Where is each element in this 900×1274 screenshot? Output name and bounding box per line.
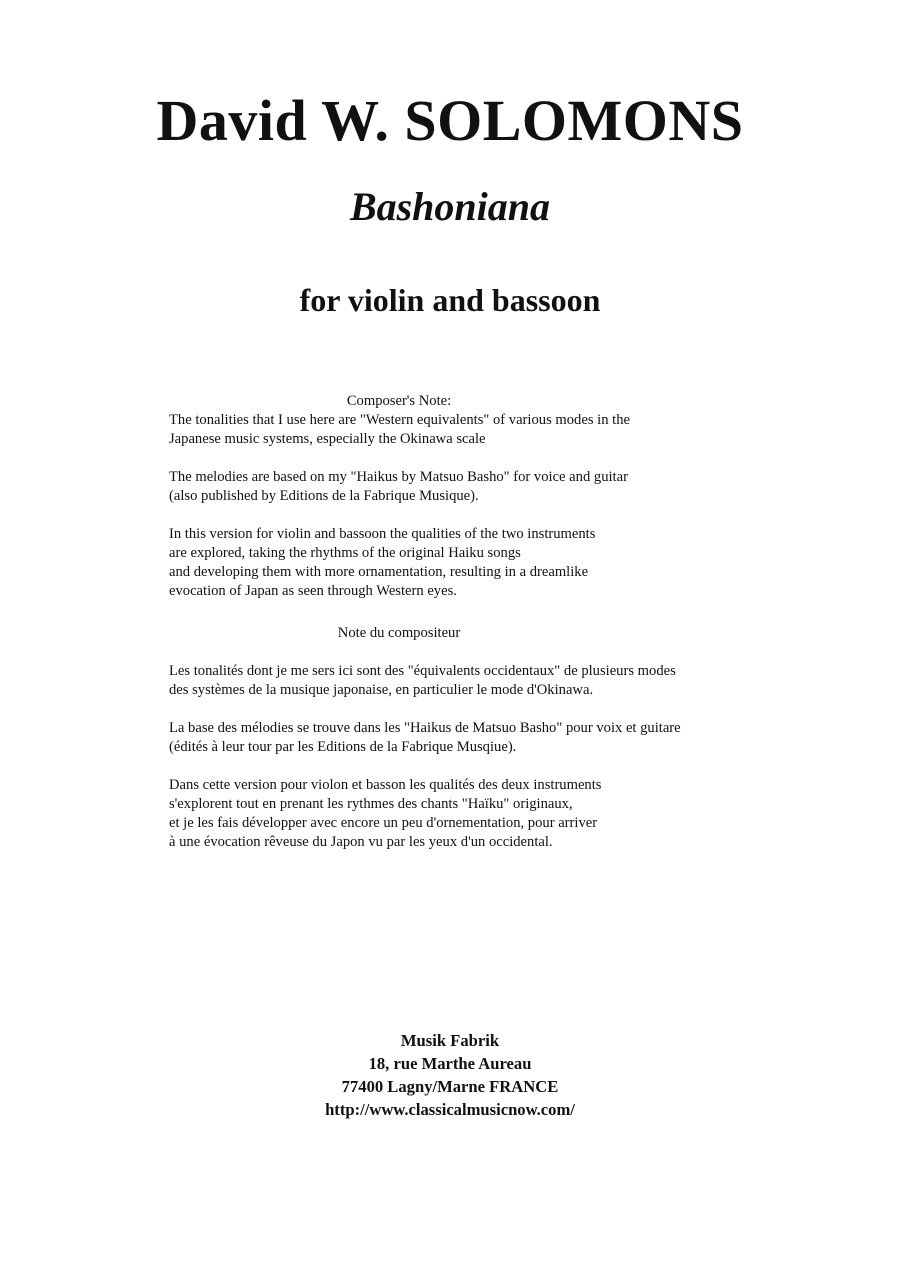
text-line: (also published by Editions de la Fabrique Musique). [169, 488, 479, 504]
publisher-block [0, 1029, 900, 1121]
publisher-street: 18, rue Marthe Aureau [368, 1054, 532, 1073]
publisher-url[interactable]: http://www.classicalmusicnow.com/ [325, 1100, 575, 1119]
text-line: The melodies are based on my "Haikus by Matsuo Basho" for voice and guitar [169, 469, 628, 485]
text-line: Les tonalités dont je me sers ici sont des "équivalents occidentaux" de plusieurs modes [169, 663, 676, 679]
french-paragraph [169, 662, 809, 700]
text-line: des systèmes de la musique japonaise, en particulier le mode d'Okinawa. [169, 682, 594, 698]
french-paragraph [169, 719, 809, 757]
text-line: à une évocation rêveuse du Japon vu par les yeux d'un occidental. [169, 834, 553, 850]
english-paragraph [169, 468, 809, 506]
text-line: In this version for violin and bassoon the qualities of the two instruments [169, 526, 596, 542]
instrumentation: for violin and bassoon [299, 282, 601, 318]
text-line: et je les fais développer avec encore un peu d'ornementation, pour arriver [169, 815, 598, 831]
text-line: evocation of Japan as seen through Western eyes. [169, 583, 457, 599]
text-line: are explored, taking the rhythms of the original Haiku songs [169, 545, 521, 561]
english-paragraph [169, 411, 809, 449]
text-line: and developing them with more ornamentation, resulting in a dreamlike [169, 564, 589, 580]
english-note-heading: Composer's Note: [346, 393, 452, 409]
text-line: s'explorent tout en prenant les rythmes des chants "Haïku" originaux, [169, 796, 573, 812]
english-paragraph [169, 525, 809, 601]
french-note-heading: Note du compositeur [337, 625, 461, 641]
work-title: Bashoniana [349, 184, 551, 229]
french-paragraph [169, 776, 809, 852]
text-line: The tonalities that I use here are "Western equivalents" of various modes in the [169, 412, 630, 428]
text-line: Dans cette version pour violon et basson les qualités des deux instruments [169, 777, 602, 793]
publisher-name: Musik Fabrik [400, 1031, 500, 1050]
text-line: La base des mélodies se trouve dans les "Haikus de Matsuo Basho" pour voix et guitare [169, 720, 681, 736]
text-line: (édités à leur tour par les Editions de la Fabrique Musqiue). [169, 739, 517, 755]
program-notes [169, 392, 809, 852]
composer-name: David W. SOLOMONS [156, 88, 744, 153]
text-line: Japanese music systems, especially the Okinawa scale [169, 431, 486, 447]
publisher-city: 77400 Lagny/Marne FRANCE [341, 1077, 559, 1096]
